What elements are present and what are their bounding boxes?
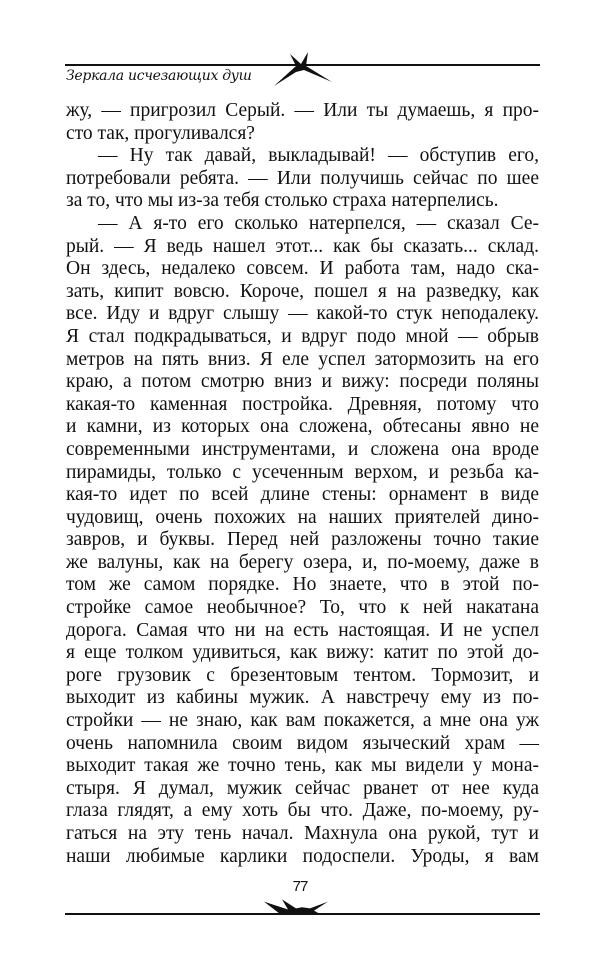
body-text bbox=[66, 100, 539, 868]
text-line: все. Иду и вдруг слышу — какой-то стук неподалеку. bbox=[66, 303, 539, 325]
text-line: Я стал подкрадываться, и вдруг подо мной — обрыв bbox=[66, 325, 539, 347]
text-line: роге грузовик с брезентовым тентом. Тормозит, и bbox=[66, 664, 539, 686]
text-line: я еще толком удивиться, как вижу: катит по этой до- bbox=[66, 642, 539, 664]
text-line: стройке самое необычное? То, что к ней накатана bbox=[66, 597, 539, 619]
text-line: зать, кипит вовсю. Короче, пошел я на разведку, как bbox=[66, 280, 539, 302]
text-line: за то, что мы из-за тебя столько страха натерпелись. bbox=[66, 190, 499, 212]
text-line: — А я-то его сколько натерпелся, — сказал Се- bbox=[98, 212, 539, 234]
text-line: очень напомнила своим видом языческий храм — bbox=[66, 732, 539, 754]
text-line: гаться на эту тень начал. Махнула она рукой, тут и bbox=[66, 823, 539, 844]
text-line: сто так, прогуливался? bbox=[66, 122, 255, 144]
text-line: современными инструментами, и сложена она вроде bbox=[66, 438, 539, 460]
text-line: глаза глядят, а ему хоть бы что. Даже, по-моему, ру- bbox=[66, 800, 539, 822]
running-title: Зеркала исчезающих душ bbox=[66, 68, 252, 84]
footer-rule bbox=[65, 913, 540, 915]
text-line: же валуны, как на берегу озера, и, по-моему, даже в bbox=[66, 551, 539, 573]
text-line: рый. — Я ведь нашел этот... как бы сказать... склад. bbox=[66, 235, 539, 257]
text-line: том же самом порядке. Но знаете, что в этой по- bbox=[66, 574, 539, 596]
page-number: 77 bbox=[292, 878, 308, 895]
text-line: выходит такая же точно тень, как мы видели у мона- bbox=[66, 755, 539, 777]
text-line: какая-то каменная постройка. Древняя, потому что bbox=[66, 393, 539, 415]
text-line: завров, и буквы. Перед ней разложены точно такие bbox=[66, 529, 539, 551]
text-line: жу, — пригрозил Серый. — Или ты думаешь, я про- bbox=[66, 100, 539, 121]
text-line: наши любимые карлики подоспели. Уроды, я вам bbox=[66, 845, 539, 867]
text-line: потребовали ребята. — Или получишь сейчас по шее bbox=[66, 167, 539, 189]
text-line: — Ну так давай, выкладывай! — обступив его, bbox=[98, 145, 539, 167]
text-line: стыря. Я думал, мужик сейчас рванет от нее куда bbox=[66, 777, 539, 799]
text-line: дорога. Самая что ни на есть настоящая. И не успел bbox=[66, 619, 539, 641]
text-line: чудовищ, очень похожих на наших приятелей дино- bbox=[66, 506, 539, 528]
text-line: краю, а потом смотрю вниз и вижу: посреди поляны bbox=[66, 371, 539, 393]
text-line: пирамиды, только с усеченным верхом, и резьба ка- bbox=[66, 461, 539, 483]
text-line: метров на пять вниз. Я еле успел затормозить на его bbox=[66, 348, 539, 370]
text-line: стройки — не знаю, как вам покажется, а мне она уж bbox=[66, 710, 539, 732]
text-line: выходит из кабины мужик. А навстречу ему из по- bbox=[66, 687, 539, 709]
text-line: кая-то идет по всей длине стены: орнамент в виде bbox=[66, 484, 539, 506]
footer-ornament-icon bbox=[262, 896, 342, 914]
text-line: и камни, из которых она сложена, обтесаны явно не bbox=[66, 416, 539, 438]
text-line: Он здесь, недалеко совсем. И работа там, надо ска- bbox=[66, 258, 539, 280]
header-ornament-icon bbox=[268, 52, 338, 88]
